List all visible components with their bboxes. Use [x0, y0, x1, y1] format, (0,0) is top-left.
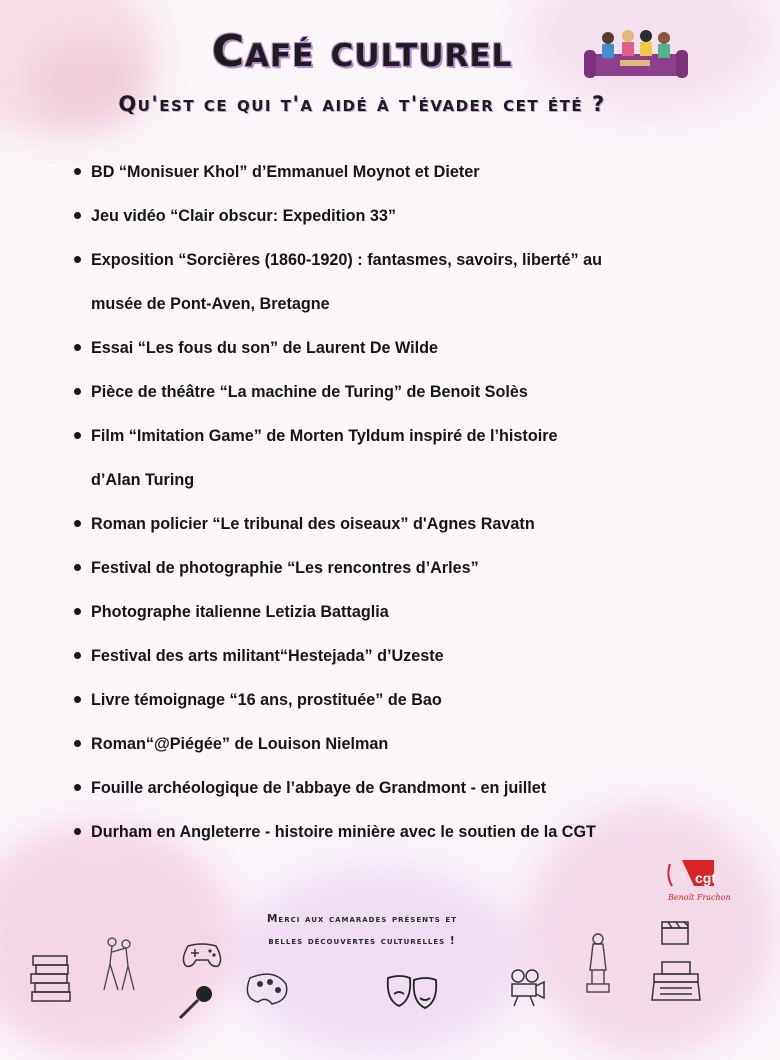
list-item: Essai “Les fous du son” de Laurent De Wilde — [74, 326, 674, 370]
list-item: Fouille archéologique de l’abbaye de Grandmont - en juillet — [74, 766, 674, 810]
page-title: Café culturel — [211, 26, 513, 77]
list-item: Roman policier “Le tribunal des oiseaux” d'Agnes Ravatn — [74, 502, 674, 546]
page-subtitle: Qu'est ce qui t'a aidé à t'évader cet été ? — [118, 92, 606, 116]
svg-text:cgt: cgt — [695, 870, 716, 886]
statue-icon — [584, 932, 612, 994]
activity-list — [74, 150, 674, 854]
game-controller-icon — [180, 940, 224, 970]
list-item: Durham en Angleterre - histoire minière avec le soutien de la CGT — [74, 810, 674, 854]
list-item: Livre témoignage “16 ans, prostituée” de Bao — [74, 678, 674, 722]
list-item: Exposition “Sorcières (1860-1920) : fantasmes, savoirs, liberté” au musée de Pont-Aven, Bretagne — [74, 238, 674, 326]
clapperboard-icon — [660, 918, 690, 946]
dancers-icon — [98, 934, 140, 994]
microphone-icon — [176, 984, 216, 1020]
list-item: Festival de photographie “Les rencontres d’Arles” — [74, 546, 674, 590]
theatre-masks-icon — [384, 972, 440, 1016]
list-item: Festival des arts militant“Hestejada” d’Uzeste — [74, 634, 674, 678]
books-stack-icon — [28, 952, 74, 1004]
palette-icon — [240, 970, 290, 1010]
watercolor-blob — [230, 860, 530, 1060]
thanks-message: Merci aux camarades présents et belles découvertes culturelles ! — [266, 913, 457, 947]
list-item: Photographe italienne Letizia Battaglia — [74, 590, 674, 634]
film-projector-icon — [506, 968, 546, 1008]
list-item: Jeu vidéo “Clair obscur: Expedition 33” — [74, 194, 674, 238]
list-item: Film “Imitation Game” de Morten Tyldum inspiré de l’histoire d’Alan Turing — [74, 414, 674, 502]
people-on-sofa-icon — [584, 26, 688, 82]
svg-text:Benoît Frachon: Benoît Frachon — [668, 893, 731, 902]
typewriter-icon — [650, 960, 702, 1004]
list-item: BD “Monisuer Khol” d’Emmanuel Moynot et Dieter — [74, 150, 674, 194]
list-item: Pièce de théâtre “La machine de Turing” de Benoit Solès — [74, 370, 674, 414]
cgt-logo — [664, 856, 731, 904]
list-item: Roman“@Piégée” de Louison Nielman — [74, 722, 674, 766]
